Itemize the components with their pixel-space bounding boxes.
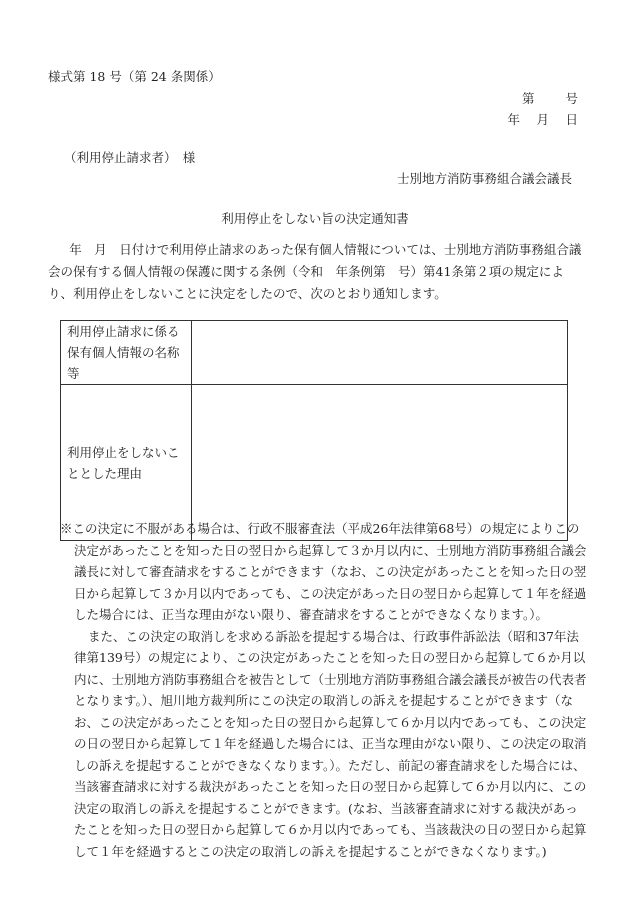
document-date: 年 月 日 [507, 112, 580, 127]
row-label-reason: 利用停止をしないこととした理由 [61, 385, 192, 541]
notes-section [60, 518, 587, 862]
table-row [61, 321, 568, 385]
row-value-info-name [192, 321, 568, 385]
addressee: （利用停止請求者） 様 [64, 150, 196, 165]
document-title: 利用停止をしない旨の決定通知書 [221, 211, 409, 226]
form-number: 様式第 18 号（第 24 条関係） [48, 69, 221, 84]
note-lawsuit: また、この決定の取消しを求める訴訟を提起する場合は、行政事件訴訟法（昭和37年法律第139号）の規定により、この決定があったことを知った日の翌日から起算して６か月以内に、士別地方消防事務組合を被告として（士別地方消防事務組合議会議長が被告の代表者となります。）、旭川地方裁判所にこの決定の取消しの訴えを提起することができます（なお、この決定があったことを知った日の翌日から起算して６か月以内であっても、この決定の日の翌日から起算して１年を経過した場合には、正当な理由がない限り、この決定の取消しの訴えを提起することができなくなります。）。ただし、前記の審査請求をした場合には、当該審査請求に対する裁決があったことを知った日の翌日から起算して６か月以内に、この決定の取消しの訴えを提起することができます。(なお、当該審査請求に対する裁決があったことを知った日の翌日から起算して６か月以内であっても、当該裁決の日の翌日から起算して１年を経過するとこの決定の取消しの訴えを提起することができなくなります。) [74, 628, 587, 859]
issuer: 士別地方消防事務組合議会議長 [396, 171, 572, 186]
note-appeal: ※この決定に不服がある場合は、行政不服審査法（平成26年法律第68号）の規定によりこの決定があったことを知った日の翌日から起算して３か月以内に、士別地方消防事務組合議会議長に対して審査請求をすることができます（なお、この決定があったことを知った日の翌日から起算して３か月以内であっても、この決定があった日の翌日から起算して１年を経過した場合には、正当な理由がない限り、審査請求をすることができなくなります。）。 [60, 521, 587, 622]
row-label-info-name: 利用停止請求に係る保有個人情報の名称等 [61, 321, 192, 385]
document-number: 第 号 [521, 91, 580, 106]
intro-paragraph: 年 月 日付けで利用停止請求のあった保有個人情報については、士別地方消防事務組合議会の保有する個人情報の保護に関する条例（令和 年条例第 号）第41条第２項の規定により、利用停止をしないことに決定をしたので、次のとおり通知します。 [48, 242, 582, 301]
info-table [60, 320, 568, 541]
